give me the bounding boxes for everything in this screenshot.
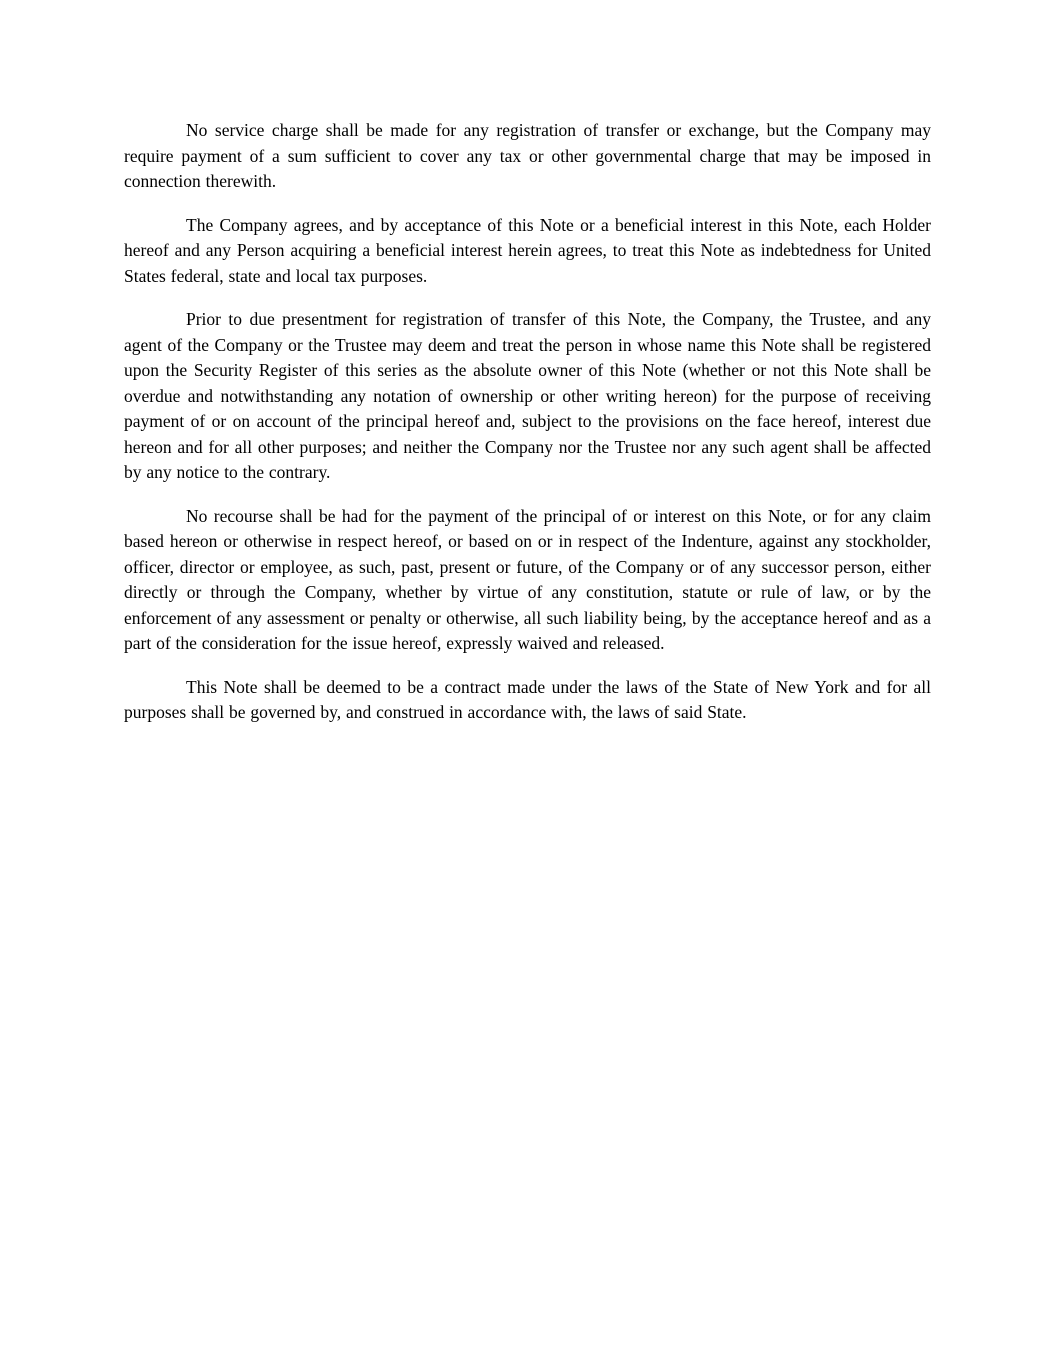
- paragraph-prior-to-presentment: Prior to due presentment for registration of transfer of this Note, the Company, the Trustee, and any agent of the Company or the Trustee may deem and treat the person in whose name this Note shall be registered upon the Security Register of this series as the absolute owner of this Note (whether or not this Note shall be overdue and notwithstanding any notation of ownership or other writing hereon) for the purpose of receiving payment of or on account of the principal hereof and, subject to the provisions on the face hereof, interest due hereon and for all other purposes; and neither the Company nor the Trustee nor any such agent shall be affected by any notice to the contrary.: [124, 309, 931, 482]
- paragraph-service-charge: No service charge shall be made for any registration of transfer or exchange, but the Company may require payment of a sum sufficient to cover any tax or other governmental charge that may be imposed in connection therewith.: [124, 120, 931, 191]
- paragraph-governing-law: This Note shall be deemed to be a contract made under the laws of the State of New York and for all purposes shall be governed by, and construed in accordance with, the laws of said State.: [124, 676, 931, 722]
- paragraph-no-recourse: No recourse shall be had for the payment of the principal of or interest on this Note, or for any claim based hereon or otherwise in respect hereof, or based on or in respect of the Indenture, against any stockholder, officer, director or employee, as such, past, present or future, of the Company or of any successor person, either directly or through the Company, whether by virtue of any constitution, statute or rule of law, or by the enforcement of any assessment or penalty or otherwise, all such liability being, by the acceptance hereof and as a part of the consideration for the issue hereof, expressly waived and released.: [124, 505, 931, 653]
- document-text-block: [124, 118, 931, 726]
- paragraph-company-agrees: The Company agrees, and by acceptance of this Note or a beneficial interest in this Note, each Holder hereof and any Person acquiring a beneficial interest herein agrees, to treat this Note as indebtedness for United States federal, state and local tax purposes.: [124, 214, 931, 286]
